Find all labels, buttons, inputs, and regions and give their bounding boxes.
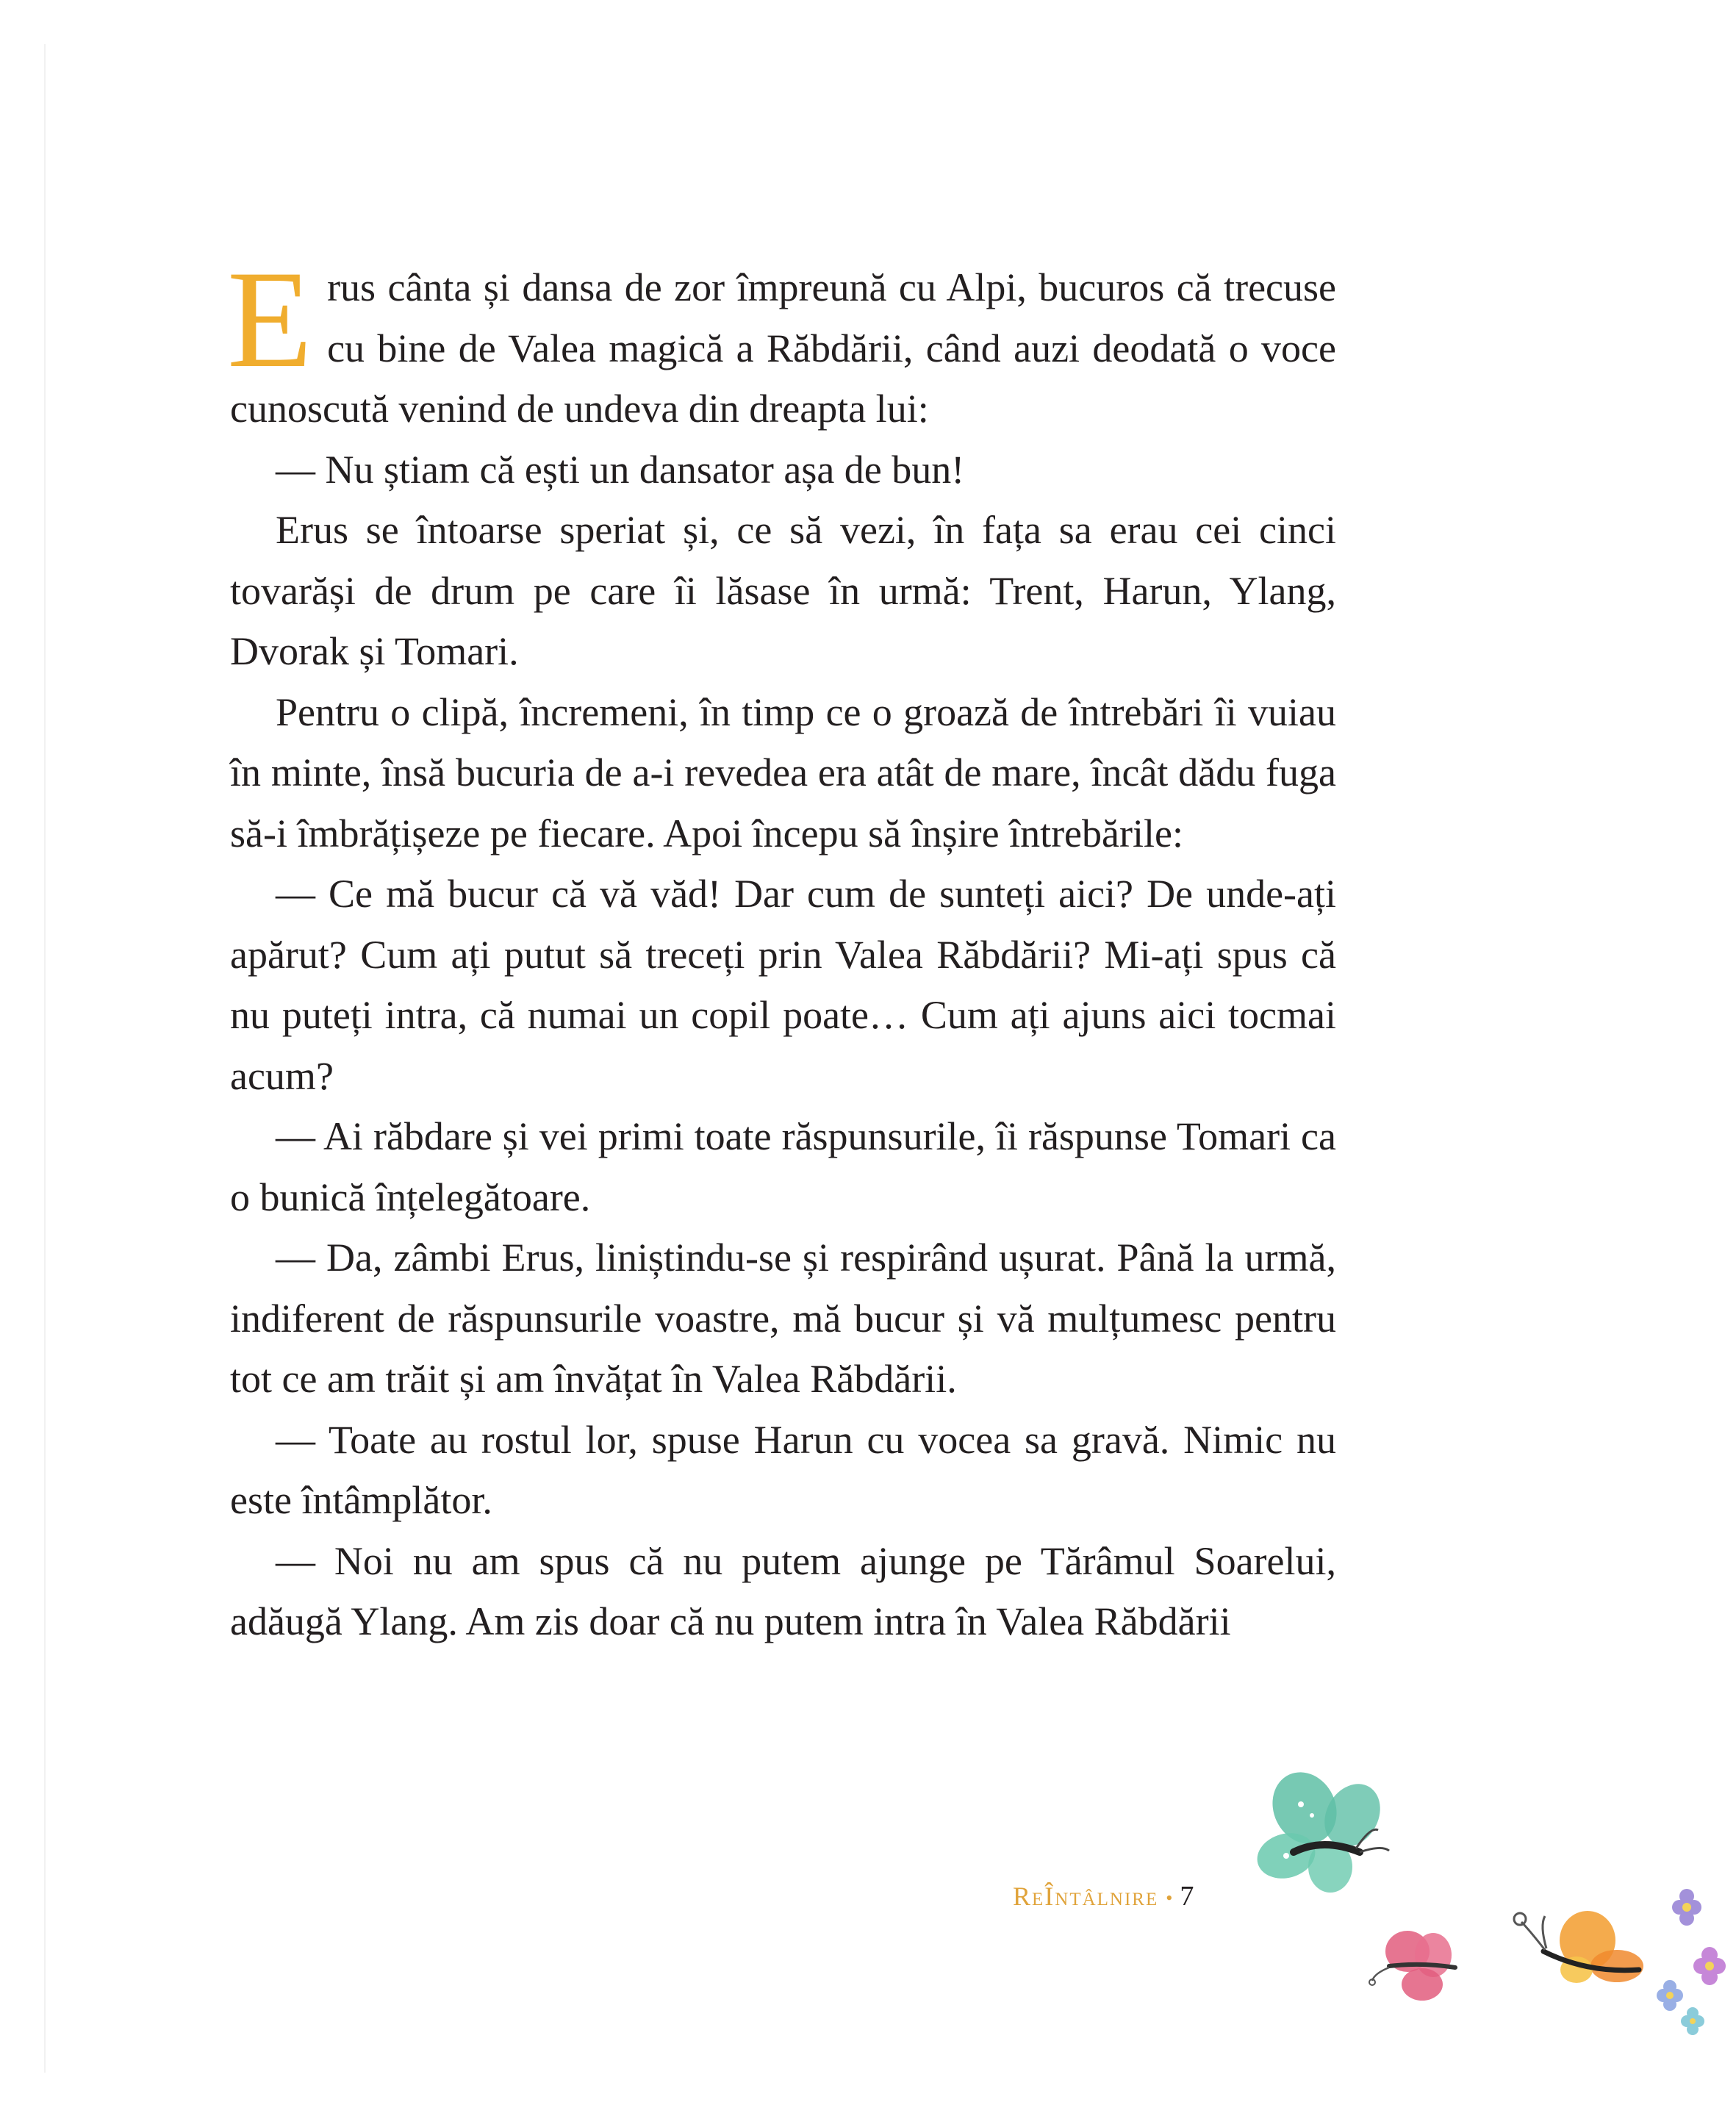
body-text: [227, 243, 1336, 1652]
paragraph: Erus se întoarse speriat și, ce să vezi, în fața sa erau cei cinci tovarăși de drum pe care îi lăsase în urmă: Trent, Harun, Ylang, Dvorak și Tomari.: [230, 508, 1336, 673]
flower-icon: [1643, 1885, 1736, 2040]
paragraph: — Da, zâmbi Erus, liniștindu-se și respirând ușurat. Până la urmă, indiferent de răspunsurile voastre, mă bucur și vă mulțumesc pentru tot ce am trăit și am învățat în Valea Răbdării.: [230, 1235, 1336, 1401]
chapter-title: ReÎntâlnire: [1013, 1882, 1159, 1911]
paragraph: — Ai răbdare și vei primi toate răspunsurile, îi răspunse Tomari ca o bunică înțelegătoare.: [230, 1114, 1336, 1219]
page-footer: [1013, 1880, 1194, 1912]
butterfly-icon: [1499, 1900, 1654, 2003]
butterfly-icon: [1242, 1764, 1404, 1911]
paragraph: — Noi nu am spus că nu putem ajunge pe Tărâmul Soarelui, adăugă Ylang. Am zis doar că nu putem intra în Valea Răbdării: [230, 1538, 1336, 1643]
page-number: 7: [1180, 1881, 1194, 1912]
paragraph: — Toate au rostul lor, spuse Harun cu vocea sa gravă. Nimic nu este întâmplător.: [230, 1417, 1336, 1522]
paragraph: Erus cânta și dansa de zor împreună cu Alpi, bucuros că trecuse cu bine de Valea magică a Răbdării, când auzi deodată o voce cunoscută venind de undeva din dreapta lui:: [227, 243, 1336, 431]
footer-bullet: •: [1166, 1887, 1173, 1909]
paragraph: — Ce mă bucur că vă văd! Dar cum de sunteți aici? De unde-ați apărut? Cum ați putut să treceți prin Valea Răbdării? Mi-ați spus că nu puteți intra, că numai un copil poate… Cum ați ajuns aici tocmai acum?: [230, 872, 1336, 1098]
page-edge: [44, 44, 46, 2073]
paragraph: — Nu știam că ești un dansator așa de bun!: [276, 447, 965, 492]
butterfly-icon: [1363, 1922, 1481, 2010]
drop-cap: E: [227, 243, 313, 397]
paragraph: Pentru o clipă, încremeni, în timp ce o groază de întrebări îi vuiau în minte, însă bucuria de a-i revedea era atât de mare, încât dădu fuga să-i îmbrățișeze pe fiecare. Apoi începu să înșire întrebările:: [230, 689, 1336, 856]
